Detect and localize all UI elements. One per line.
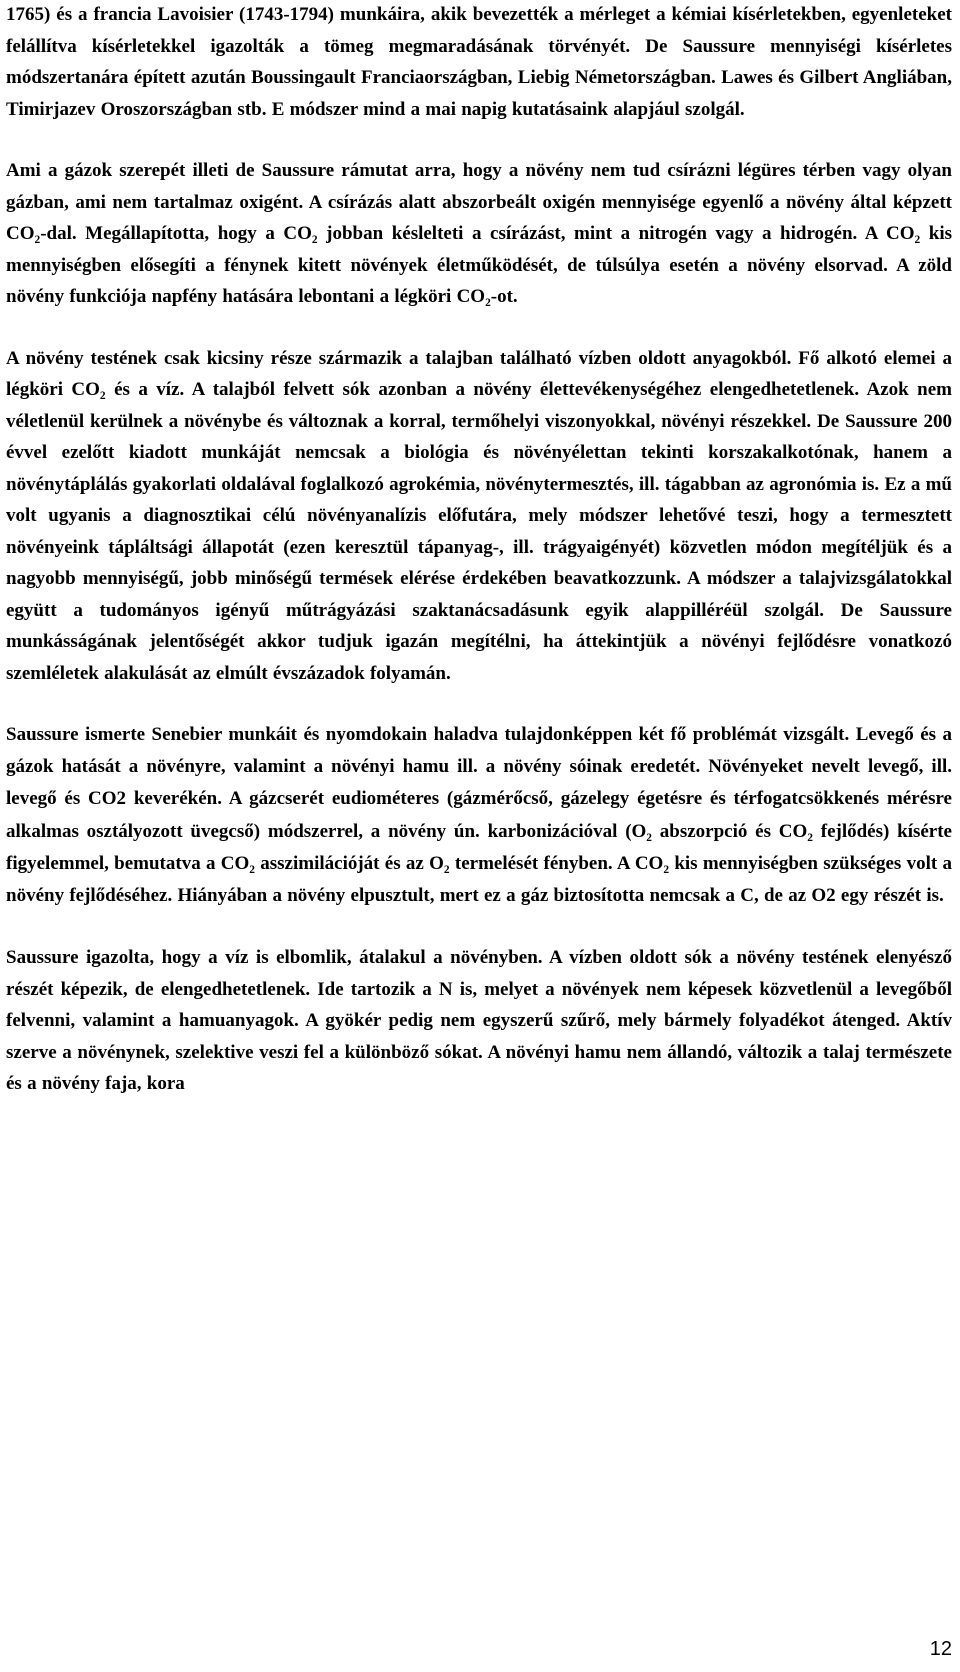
paragraph-lavoisier-method: 1765) és a francia Lavoisier (1743-1794) munkáira, akik bevezették a mérleget a kémiai kísérletekben, egyenleteket felállítva kísérletekkel igazolták a tömeg megmaradásának törvényét. De Saussure mennyiségi kísérletes módszertanára épített azután Boussingault Franciaországban, Liebig Németországban. Lawes és Gilbert Angliában, Timirjazev Oroszországban stb. E módszer mind a mai napig kutatásaink alapjául szolgál.: [6, 4, 952, 120]
paragraph-water-decomposition: Saussure igazolta, hogy a víz is elbomlik, átalakul a növényben. A vízben oldott sók a növény testének elenyésző részét képezik, de elengedhetetlenek. Ide tartozik a N is, melyet a növények nem képesek közvetlenül a levegőből felvenni, valamint a hamuanyagok. A gyökér pedig nem egyszerű szűrő, mely bármely folyadékot átenged. Aktív szerve a növénynek, szelektive veszi fel a különböző sókat. A növényi hamu nem állandó, változik a talaj természete és a növény faja, kora: [6, 947, 952, 1095]
paragraph-gases-role: Ami a gázok szerepét illeti de Saussure rámutat arra, hogy a növény nem tud csírázni légüres térben vagy olyan gázban, ami nem tartalmaz oxigént. A csírázás alatt abszorbeált oxigén mennyisége egyenlő a növény által képzett CO₂-dal. Megállapította, hogy a CO₂ jobban késlelteti a csírázást, mint a nitrogén vagy a hidrogén. A CO₂ kis mennyiségben elősegíti a fénynek kitett növények életműködését, de túlsúlya esetén a növény elsorvad. A zöld növény funkciója napfény hatására lebontani a légköri CO₂-ot.: [6, 160, 952, 307]
paragraph-senebier-problems: Saussure ismerte Senebier munkáit és nyomdokain haladva tulajdonképpen két fő problémát vizsgált. Levegő és a gázok hatását a növényre, valamint a növényi hamu ill. a növény sóinak eredetét. Növényeket nevelt levegő, ill. levegő és CO2 keverékén. A gázcserét eudiométeres (gázmérőcső, gázelegy égetésre és térfogatcsökkenés mérésre alkalmas osztályozott üvegcső) módszerrel, a növény ún. karbonizációval (O₂ abszorpció és CO₂ fejlődés) kísérte figyelemmel, bemutatva a CO₂ asszimilációját és az O₂ termelését fényben. A CO₂ kis mennyiségben szükséges volt a növény fejlődéséhez. Hiányában a növény elpusztult, mert ez a gáz biztosította nemcsak a C, de az O2 egy részét is.: [6, 724, 952, 907]
document-body: [6, 0, 952, 1100]
page-number: 12: [929, 1638, 952, 1660]
paragraph-plant-body-composition: A növény testének csak kicsiny része származik a talajban található vízben oldott anyagokból. Fő alkotó elemei a légköri CO₂ és a víz. A talajból felvett sók azonban a növény élettevékenységéhez elengedhetetlenek. Azok nem véletlenül kerülnek a növénybe és változnak a korral, termőhelyi viszonyokkal, növényi részekkel. De Saussure 200 évvel ezelőtt kiadott munkáját nemcsak a biológia és növényélettan tekinti korszakalkotónak, hanem a növénytáplálás gyakorlati oldalával foglalkozó agrokémia, növénytermesztés, ill. tágabban az agronómia is. Ez a mű volt ugyanis a diagnosztikai célú növényanalízis előfutára, mely módszer lehetővé teszi, hogy a termesztett növényeink tápláltsági állapotát (ezen keresztül tápanyag-, ill. trágyaigényét) közvetlen módon megítéljük és a nagyobb mennyiségű, jobb minőségű termések elérése érdekében beavatkozzunk. A módszer a talajvizsgálatokkal együtt a tudományos igényű műtrágyázási szaktanácsadásunk egyik alappilléréül szolgál. De Saussure munkásságának jelentőségét akkor tudjuk igazán megítélni, ha áttekintjük a növényi fejlődésre vonatkozó szemléletek alakulását az elmúlt évszázadok folyamán.: [6, 347, 952, 684]
